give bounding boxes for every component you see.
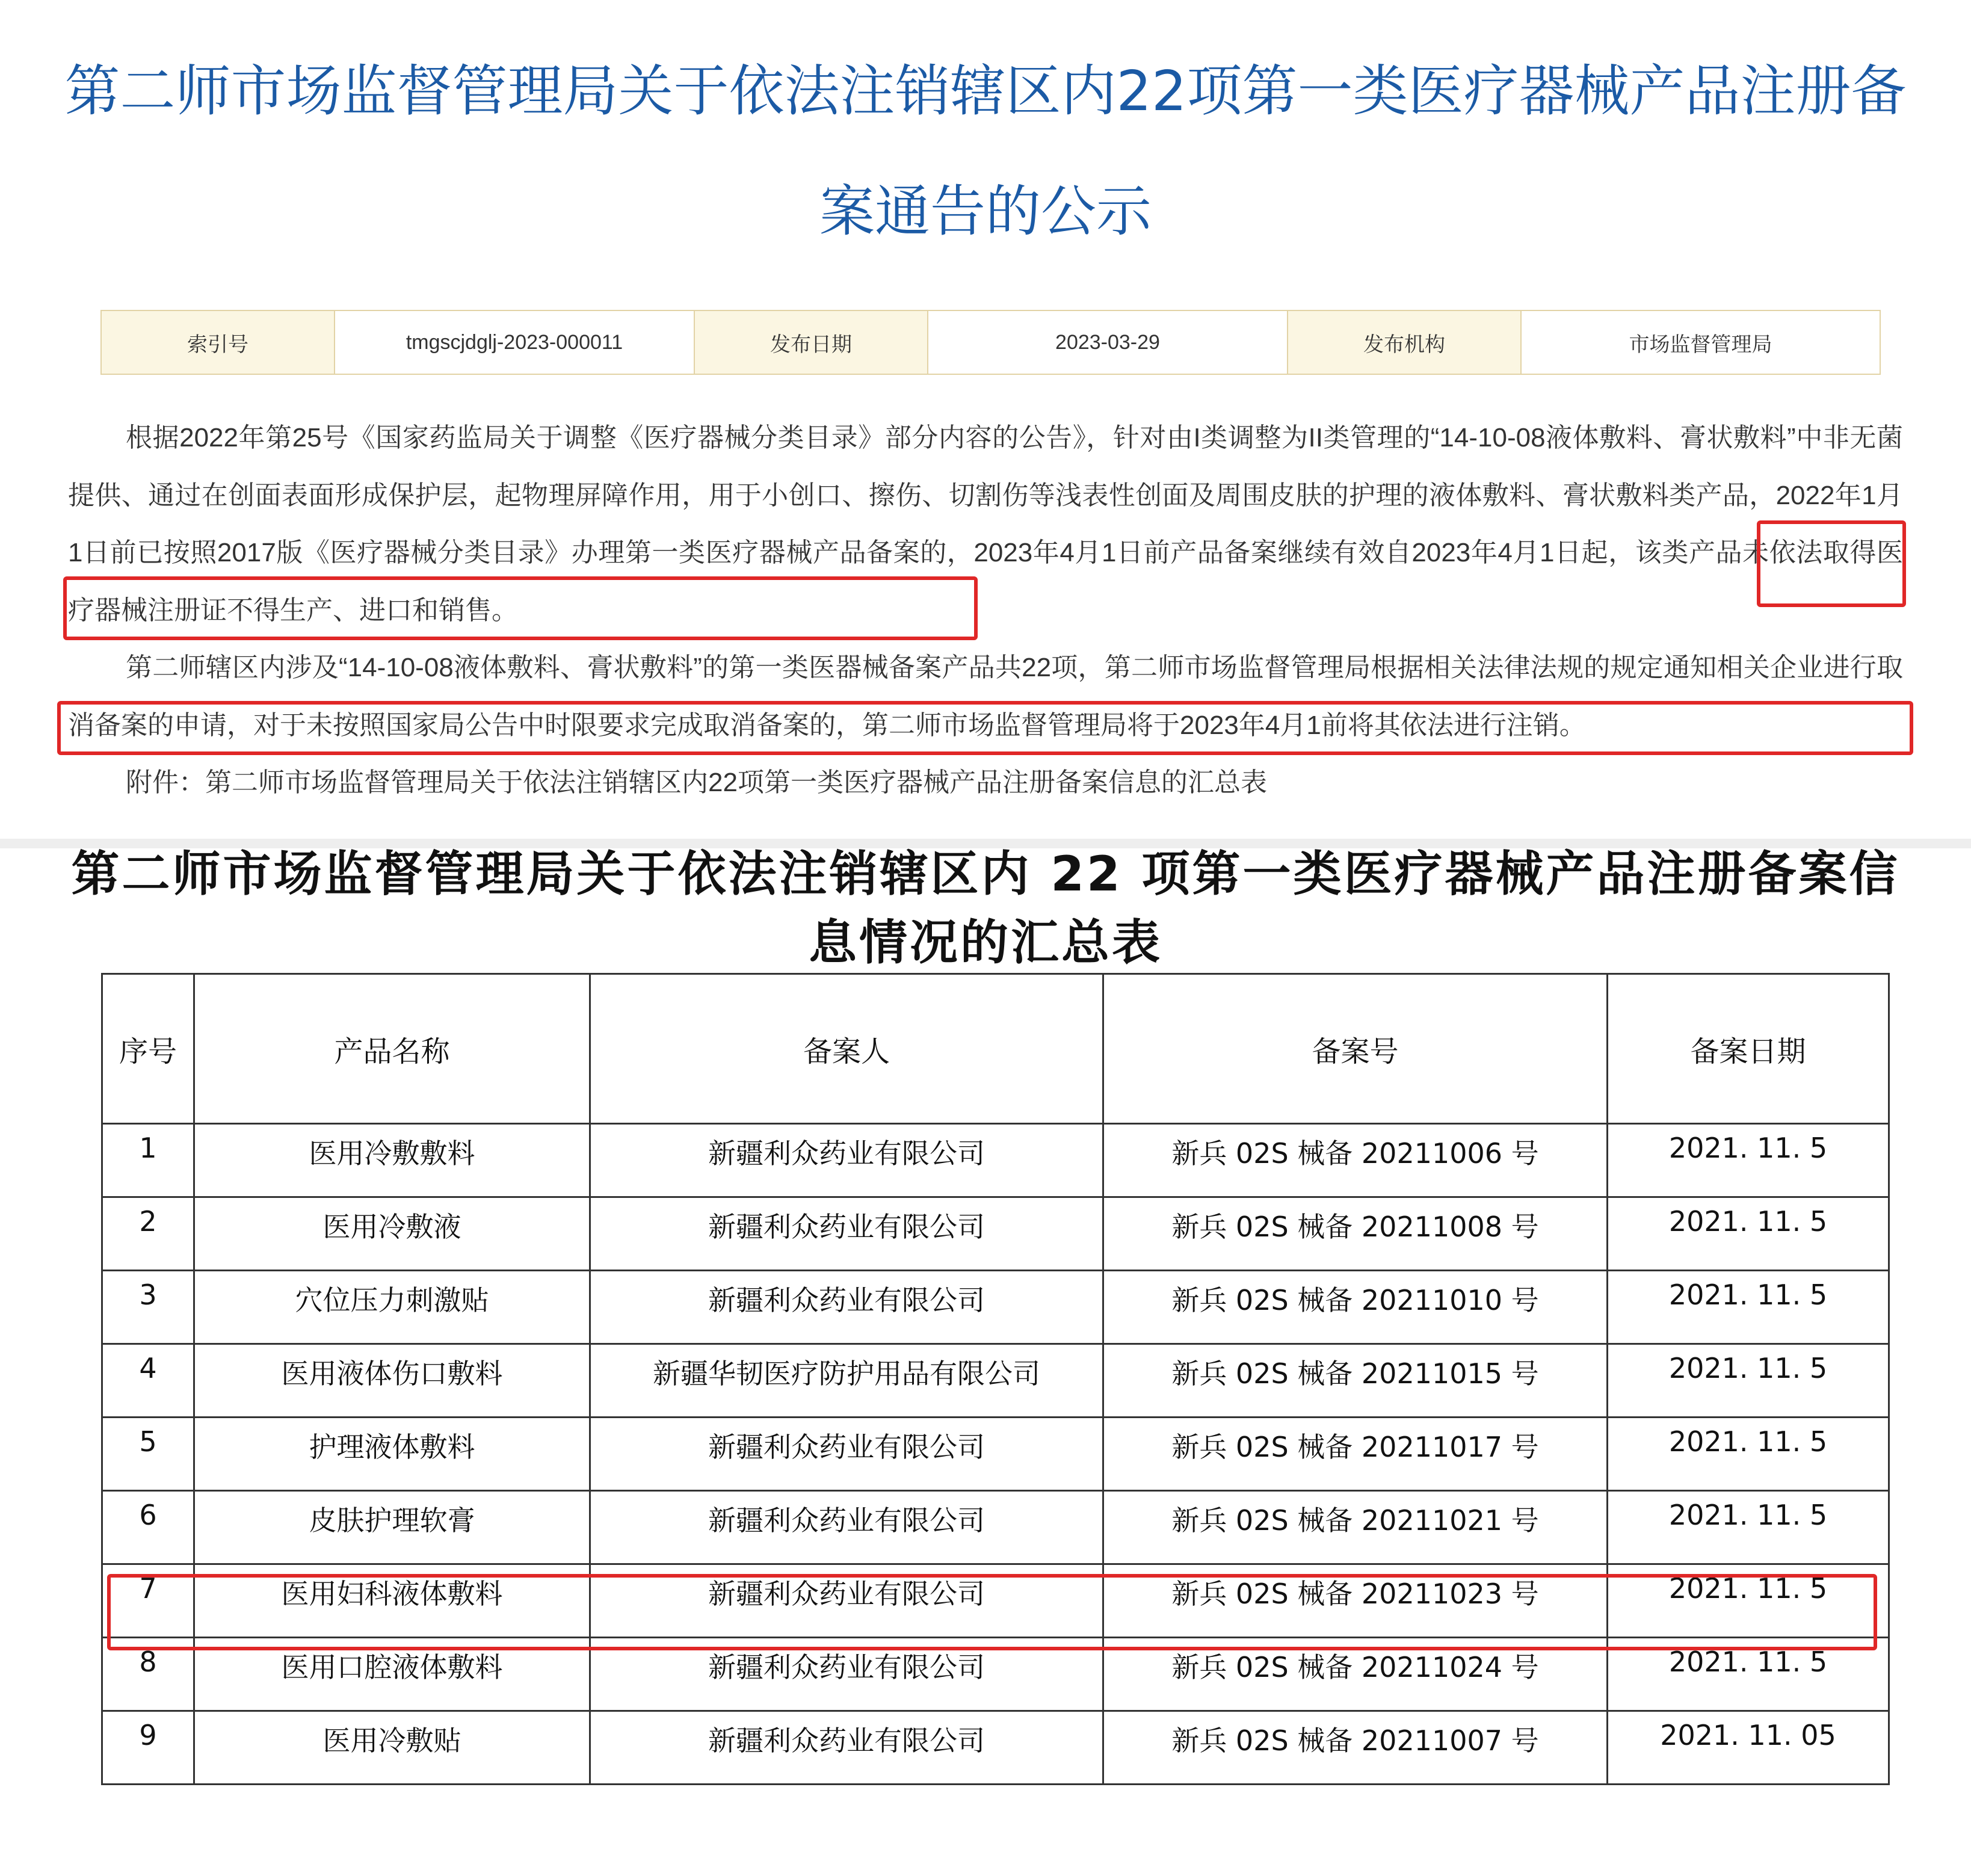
attachment-title: 第二师市场监督管理局关于依法注销辖区内 22 项第一类医疗器械产品注册备案信息情况的汇总表	[71, 846, 1900, 970]
cell-record-date: 2021. 11. 05	[1608, 1711, 1889, 1785]
cell-record-no: 新兵 02S 械备 20211006 号	[1103, 1124, 1608, 1197]
table-row	[102, 1197, 1889, 1271]
cell-product: 医用口腔液体敷料	[194, 1638, 590, 1711]
notice-title: 第二师市场监督管理局关于依法注销辖区内22项第一类医疗器械产品注册备案通告的公示	[64, 59, 1907, 244]
cell-product: 皮肤护理软膏	[194, 1491, 590, 1564]
cell-index: 8	[102, 1638, 194, 1711]
index-value: tmgscjdglj-2023-000011	[335, 310, 694, 374]
table-row	[102, 1344, 1889, 1418]
cell-record-no: 新兵 02S 械备 20211017 号	[1103, 1418, 1608, 1491]
cell-product: 医用妇科液体敷料	[194, 1564, 590, 1638]
table-row	[102, 1271, 1889, 1344]
cell-record-date: 2021. 11. 5	[1608, 1197, 1889, 1271]
attachment-line: 附件：第二师市场监督管理局关于依法注销辖区内22项第一类医疗器械产品注册备案信息的汇总表	[126, 768, 1267, 797]
col-header-registrant: 备案人	[590, 974, 1103, 1124]
cell-record-date: 2021. 11. 5	[1608, 1638, 1889, 1711]
cell-product: 医用冷敷贴	[194, 1711, 590, 1785]
cell-record-no: 新兵 02S 械备 20211015 号	[1103, 1344, 1608, 1418]
table-row	[102, 1124, 1889, 1197]
index-label: 索引号	[101, 310, 335, 374]
col-header-record-date: 备案日期	[1608, 974, 1889, 1124]
cell-record-date: 2021. 11. 5	[1608, 1124, 1889, 1197]
cell-record-no: 新兵 02S 械备 20211007 号	[1103, 1711, 1608, 1785]
notice-meta-table	[100, 310, 1881, 375]
cell-record-date: 2021. 11. 5	[1608, 1564, 1889, 1638]
table-header-row	[102, 974, 1889, 1124]
cell-registrant: 新疆利众药业有限公司	[590, 1491, 1103, 1564]
cell-record-no: 新兵 02S 械备 20211008 号	[1103, 1197, 1608, 1271]
cell-product: 医用液体伤口敷料	[194, 1344, 590, 1418]
cell-registrant: 新疆利众药业有限公司	[590, 1711, 1103, 1785]
notice-paragraph: 根据2022年第25号《国家药监局关于调整《医疗器械分类目录》部分内容的公告》，针对由I类调整为II类管理的“14-10-08液体敷料、膏状敷料”中非无菌提供、通过在创面表面形成保护层，起物理屏障作用，用于小创口、擦伤、切割伤等浅表性创面及周围皮肤的护理的液体敷料、膏状敷料类产品，2022年1月1日前已按照2017版《医疗器械分类目录》办理第一类医疗器械产品备案的，2023年4月1日前产品备案继续有效自2023年4月1日起，该类产品未依法取得医疗器械注册证不得生产、进口和销售。	[68, 423, 1903, 625]
cell-record-no: 新兵 02S 械备 20211023 号	[1103, 1564, 1608, 1638]
cell-record-date: 2021. 11. 5	[1608, 1271, 1889, 1344]
cell-registrant: 新疆利众药业有限公司	[590, 1124, 1103, 1197]
date-label: 发布日期	[694, 310, 928, 374]
cell-product: 医用冷敷液	[194, 1197, 590, 1271]
col-header-record-no: 备案号	[1103, 974, 1608, 1124]
table-row	[102, 1418, 1889, 1491]
org-value: 市场监督管理局	[1521, 310, 1880, 374]
cell-registrant: 新疆利众药业有限公司	[590, 1197, 1103, 1271]
date-value: 2023-03-29	[928, 310, 1288, 374]
highlight-box-ban-clause	[63, 576, 978, 640]
cell-registrant: 新疆华韧医疗防护用品有限公司	[590, 1344, 1103, 1418]
cell-registrant: 新疆利众药业有限公司	[590, 1564, 1103, 1638]
cell-record-date: 2021. 11. 5	[1608, 1418, 1889, 1491]
cell-index: 6	[102, 1491, 194, 1564]
cell-index: 1	[102, 1124, 194, 1197]
cell-registrant: 新疆利众药业有限公司	[590, 1638, 1103, 1711]
cell-index: 7	[102, 1564, 194, 1638]
cell-product: 穴位压力刺激贴	[194, 1271, 590, 1344]
cell-record-date: 2021. 11. 5	[1608, 1491, 1889, 1564]
highlight-box-cancel-deadline	[57, 701, 1913, 755]
cell-registrant: 新疆利众药业有限公司	[590, 1271, 1103, 1344]
col-header-index: 序号	[102, 974, 194, 1124]
cell-product: 医用冷敷敷料	[194, 1124, 590, 1197]
notice-paragraph: 第二师辖区内涉及“14-10-08液体敷料、膏状敷料”的第一类医器械备案产品共22项，第二师市场监督管理局根据相关法律法规的规定通知相关企业进行取消备案的申请，对于未按照国家局公告中时限要求完成取消备案的，第二师市场监督管理局将于2023年4月1前将其依法进行注销。	[68, 653, 1903, 740]
cell-record-date: 2021. 11. 5	[1608, 1344, 1889, 1418]
highlight-box-row-7	[107, 1574, 1877, 1650]
cell-index: 5	[102, 1418, 194, 1491]
cell-record-no: 新兵 02S 械备 20211024 号	[1103, 1638, 1608, 1711]
cell-record-no: 新兵 02S 械备 20211010 号	[1103, 1271, 1608, 1344]
highlight-box-date-start	[1757, 520, 1906, 607]
cell-index: 3	[102, 1271, 194, 1344]
cell-index: 4	[102, 1344, 194, 1418]
summary-table	[101, 973, 1890, 1785]
table-row	[102, 1711, 1889, 1785]
cell-product: 护理液体敷料	[194, 1418, 590, 1491]
col-header-product: 产品名称	[194, 974, 590, 1124]
cell-index: 2	[102, 1197, 194, 1271]
org-label: 发布机构	[1288, 310, 1521, 374]
cell-registrant: 新疆利众药业有限公司	[590, 1418, 1103, 1491]
table-row	[102, 1491, 1889, 1564]
cell-index: 9	[102, 1711, 194, 1785]
cell-record-no: 新兵 02S 械备 20211021 号	[1103, 1491, 1608, 1564]
